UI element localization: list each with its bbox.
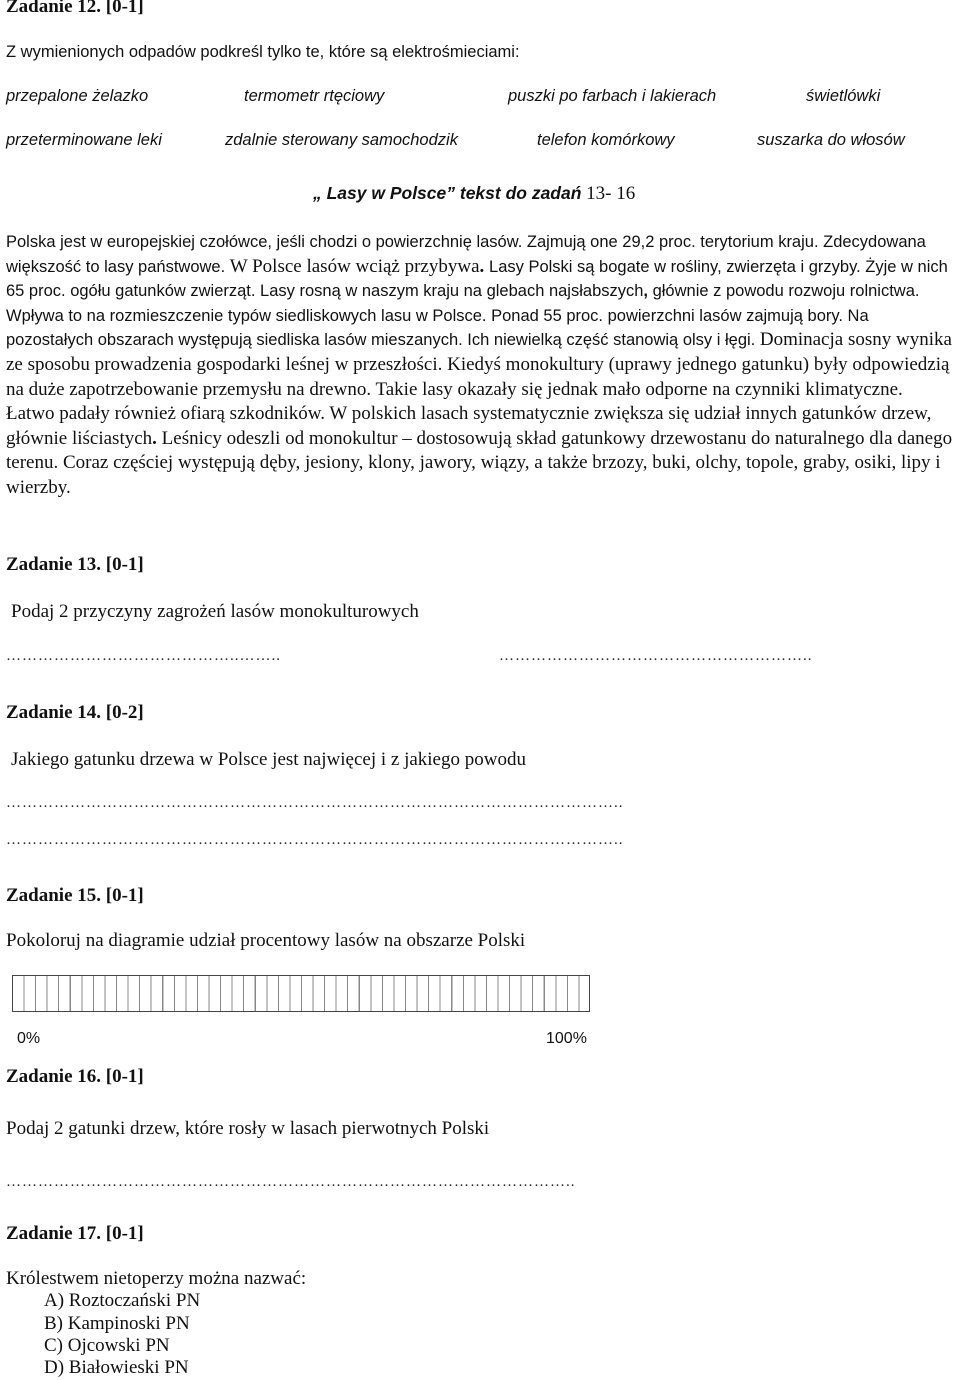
task-13-answer-line[interactable]: ………………………………………………….. xyxy=(499,648,813,664)
text-heading xyxy=(313,183,635,205)
task-13-answer-line[interactable]: ……………………………………..…….. xyxy=(6,648,281,664)
percentage-diagram[interactable] xyxy=(12,975,590,1012)
task-14-answer-line[interactable]: …………………………………………………………………………………………………….. xyxy=(6,832,624,848)
answer-option[interactable]: D) Białowieski PN xyxy=(44,1357,189,1378)
text-heading-range: 13- 16 xyxy=(581,183,636,204)
diagram-min-label: 0% xyxy=(17,1030,41,1047)
task-17-question: Królestwem nietoperzy można nazwać: xyxy=(6,1268,307,1289)
task-17-title: Zadanie 17. [0-1] xyxy=(6,1223,144,1244)
task-16-answer-line[interactable]: …………………………………………………………………………………………….. xyxy=(6,1174,576,1190)
text-heading-title: „ Lasy w Polsce” tekst do zadań xyxy=(313,183,582,203)
answer-option[interactable]: C) Ojcowski PN xyxy=(44,1335,170,1356)
waste-item[interactable]: termometr rtęciowy xyxy=(244,87,385,105)
waste-item[interactable]: świetlówki xyxy=(806,87,881,105)
task-12-title: Zadanie 12. [0-1] xyxy=(6,0,144,17)
task-13-title: Zadanie 13. [0-1] xyxy=(6,554,144,575)
waste-item[interactable]: puszki po farbach i lakierach xyxy=(508,87,717,105)
answer-option[interactable]: B) Kampinoski PN xyxy=(44,1313,190,1334)
task-14-title: Zadanie 14. [0-2] xyxy=(6,702,144,723)
task-12-instruction: Z wymienionych odpadów podkreśl tylko te, które są elektrośmieciami: xyxy=(6,43,520,61)
task-16-question: Podaj 2 gatunki drzew, które rosły w lasach pierwotnych Polski xyxy=(6,1118,490,1139)
answer-option[interactable]: A) Roztoczański PN xyxy=(44,1290,201,1311)
task-16-title: Zadanie 16. [0-1] xyxy=(6,1066,144,1087)
task-15-title: Zadanie 15. [0-1] xyxy=(6,885,144,906)
task-13-question: Podaj 2 przyczyny zagrożeń lasów monokulturowych xyxy=(11,601,419,622)
task-15-question: Pokoloruj na diagramie udział procentowy lasów na obszarze Polski xyxy=(6,930,526,951)
waste-item[interactable]: przepalone żelazko xyxy=(6,87,149,105)
task-14-question: Jakiego gatunku drzewa w Polsce jest najwięcej i z jakiego powodu xyxy=(11,749,526,770)
diagram-max-label: 100% xyxy=(546,1030,587,1047)
waste-item[interactable]: suszarka do włosów xyxy=(757,131,905,149)
task-14-answer-line[interactable]: …………………………………………………………………………………………………….. xyxy=(6,795,624,811)
reading-text: Polska jest w europejskiej czołówce, jeśli chodzi o powierzchnię lasów. Zajmują one 29,2 proc. terytorium kraju. Zdecydowana większość to lasy państwowe. W Polsce lasów wciąż przybywa. Lasy Polski są bogate w rośliny, zwierzęta i grzyby. Żyje w nich 65 proc. ogółu gatunków zwierząt. Lasy rosną w naszym kraju na glebach najsłabszych, głównie z powodu rozwoju rolnictwa. Wpływa to na rozmieszczenie typów siedliskowych lasu w Polsce. Ponad 55 proc. powierzchni lasów zajmują bory. Na pozostałych obszarach występują siedliska lasów mieszanych. Ich niewielką część stanowią olsy i łęgi. Dominacja sosny wynika ze sposobu prowadzenia gospodarki leśnej w przeszłości. Kiedyś monokultury (uprawy jednego gatunku) były odpowiedzią na duże zapotrzebowanie przemysłu na drewno. Takie lasy okazały się jednak mało odporne na czynniki klimatyczne. Łatwo padały również ofiarą szkodników. W polskich lasach systematycznie zwiększa się udział innych gatunków drzew, głównie liściastych. Leśnicy odeszli od monokultur – dostosowują skład gatunkowy drzewostanu do naturalnego dla danego terenu. Coraz częściej występują dęby, jesiony, klony, jawory, wiązy, a także brzozy, buki, olchy, topole, graby, osiki, lipy i wierzby. xyxy=(6,233,953,498)
waste-item[interactable]: przeterminowane leki xyxy=(6,131,162,149)
waste-item[interactable]: telefon komórkowy xyxy=(537,131,675,149)
waste-item[interactable]: zdalnie sterowany samochodzik xyxy=(225,131,458,149)
